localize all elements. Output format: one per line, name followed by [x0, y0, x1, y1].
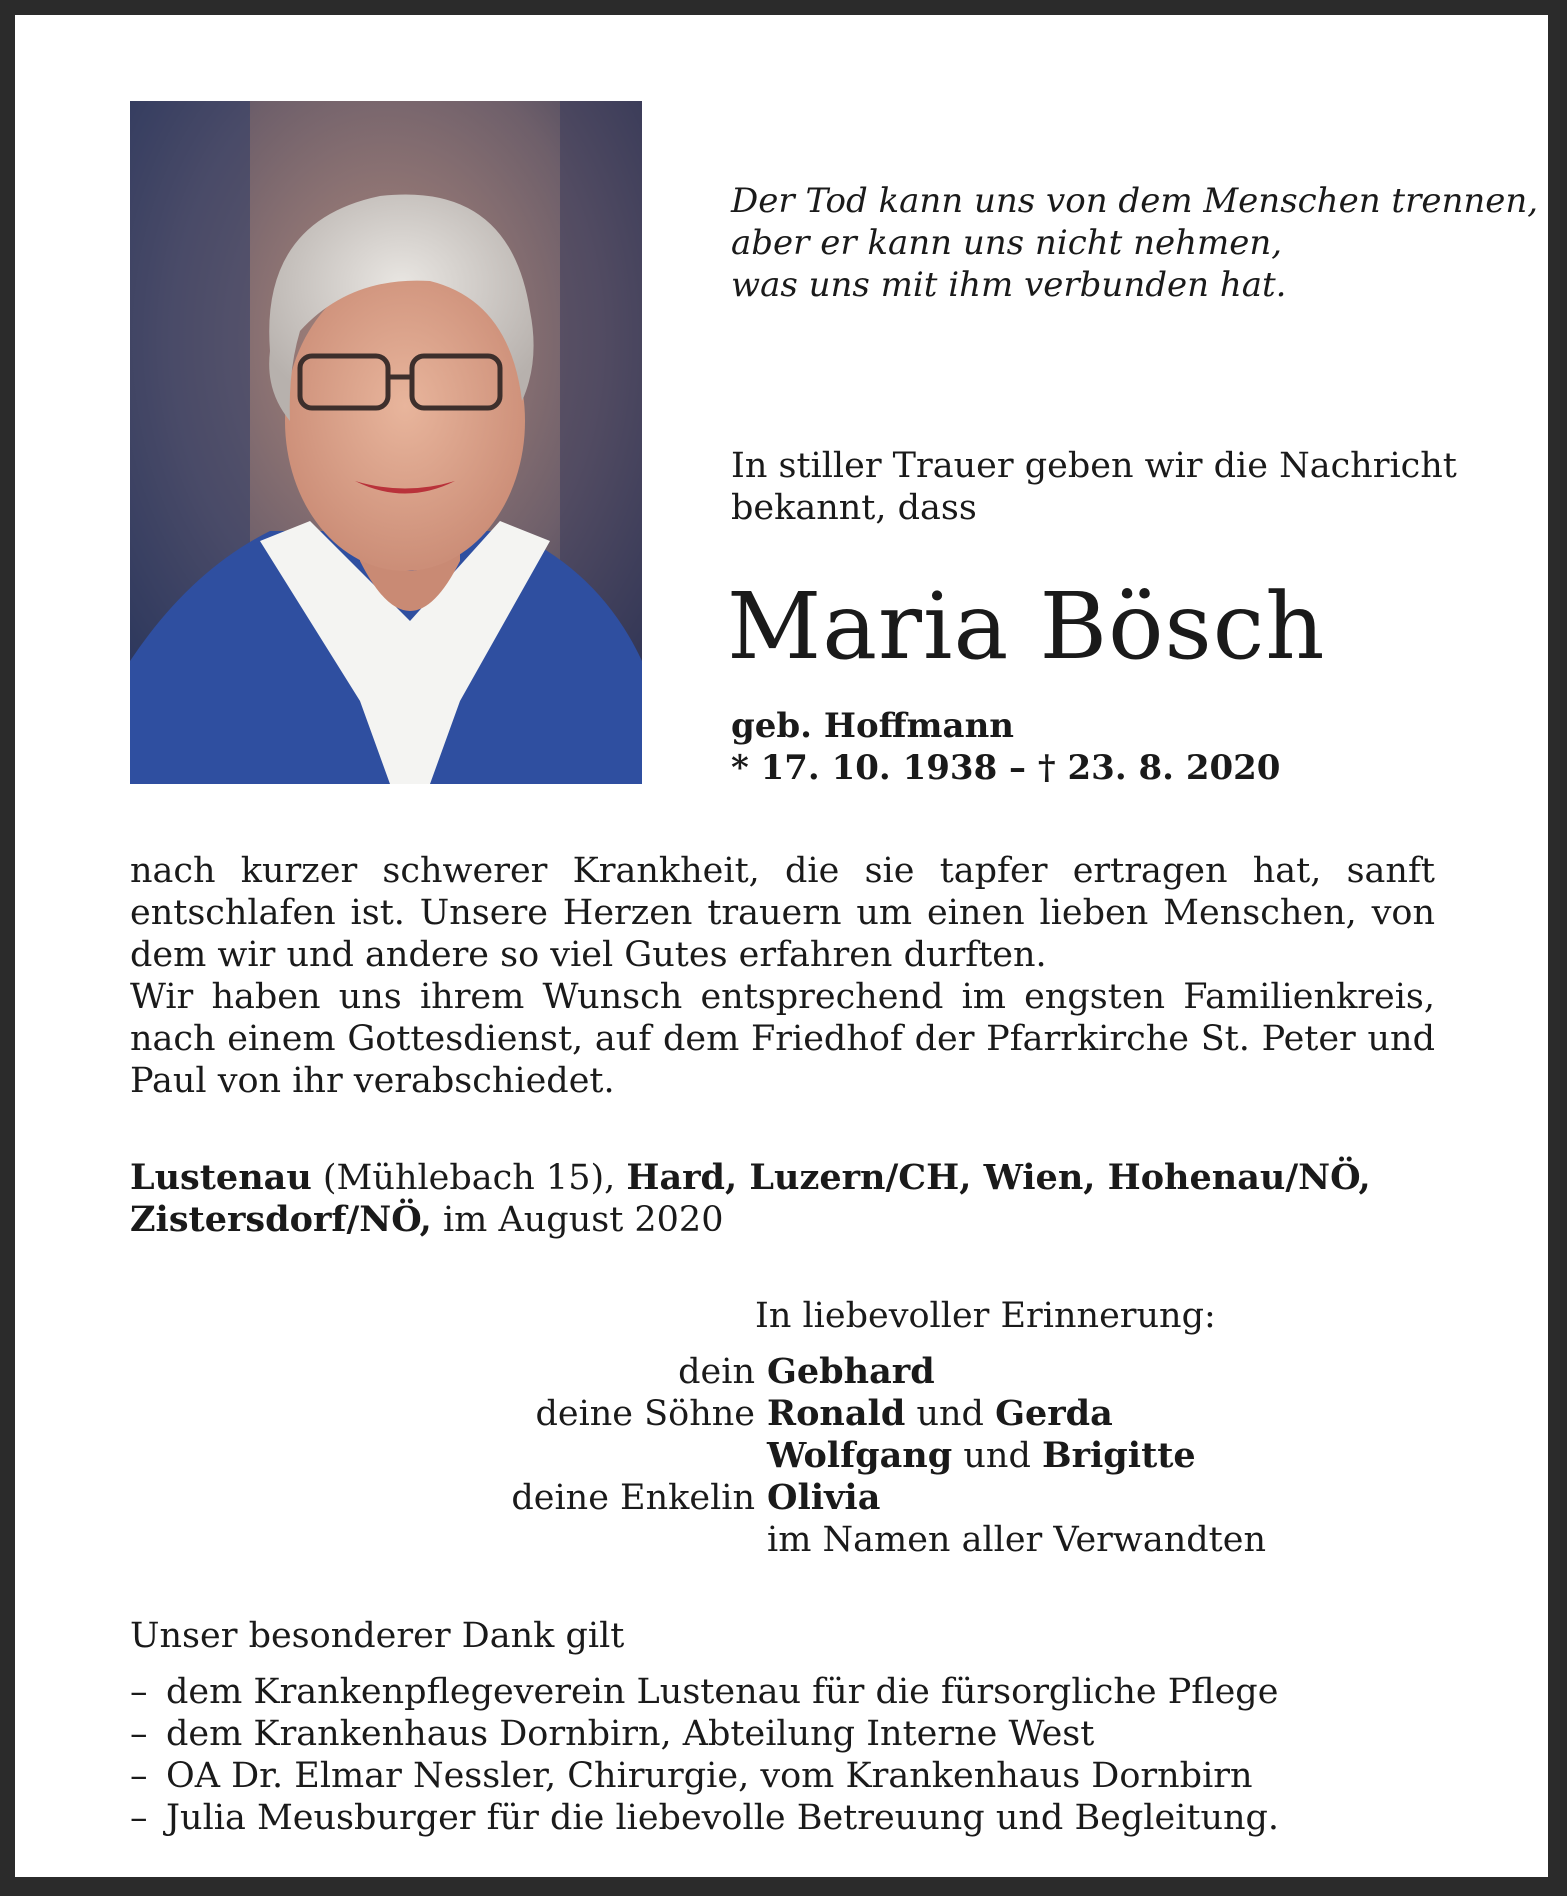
dash-bullet: – [130, 1798, 148, 1838]
family-names [767, 1435, 1196, 1477]
family-row [395, 1477, 1266, 1519]
announcement-intro [731, 445, 1511, 529]
place-names: Hard, Luzern/CH, Wien, Hohenau/NÖ, [626, 1157, 1371, 1198]
thanks-item [130, 1755, 1279, 1797]
place-name: Zistersdorf/NÖ, [130, 1199, 432, 1240]
body-paragraph: Wir haben uns ihrem Wunsch entsprechend im engsten Familienkreis, nach einem Gottesdienst, auf dem Friedhof der Pfarrkirche St. Peter und Paul von ihr verabschiedet. [130, 977, 1435, 1101]
family-name: Gebhard [767, 1351, 935, 1392]
joiner: und [952, 1436, 1042, 1476]
intro-line: bekannt, dass [731, 488, 977, 528]
relation-label [395, 1435, 767, 1477]
memory-title: In liebevoller Erinnerung: [755, 1296, 1216, 1336]
relation-label: deine Söhne [535, 1394, 755, 1434]
obituary-card [15, 15, 1548, 1877]
family-name: Ronald [767, 1393, 906, 1434]
thanks-item [130, 1797, 1279, 1839]
portrait-photo [130, 101, 642, 784]
epitaph-quote [731, 180, 1539, 306]
family-name: Wolfgang [767, 1435, 953, 1476]
family-name: Brigitte [1041, 1435, 1196, 1476]
body-paragraph: nach kurzer schwerer Krankheit, die sie tapfer ertragen hat, sanft entschlafen ist. Unsere Herzen trauern um einen lieben Menschen, von dem wir und andere so viel Gutes erfahren durften. [130, 851, 1435, 975]
thanks-item [130, 1713, 1279, 1755]
thanks-item [130, 1671, 1279, 1713]
thanks-text: dem Krankenhaus Dornbirn, Abteilung Interne West [166, 1714, 1095, 1754]
deceased-name: Maria Bösch [727, 573, 1326, 680]
family-list [395, 1351, 1266, 1561]
joiner: und [905, 1394, 996, 1434]
relation-label [395, 1519, 767, 1561]
thanks-list [130, 1671, 1279, 1839]
family-names [767, 1477, 880, 1519]
family-row [395, 1393, 1266, 1435]
dash-bullet: – [130, 1714, 148, 1754]
places-line [130, 1157, 1470, 1241]
family-names [767, 1351, 935, 1393]
announcement-body [130, 850, 1435, 1102]
life-dates: * 17. 10. 1938 – † 23. 8. 2020 [731, 748, 1281, 788]
thanks-title: Unser besonderer Dank gilt [130, 1616, 625, 1656]
place-name: Lustenau [130, 1157, 312, 1198]
thanks-text: OA Dr. Elmar Nessler, Chirurgie, vom Krankenhaus Dornbirn [166, 1756, 1253, 1796]
thanks-text: dem Krankenpflegeverein Lustenau für die fürsorgliche Pflege [166, 1672, 1279, 1712]
dash-bullet: – [130, 1672, 148, 1712]
intro-line: In stiller Trauer geben wir die Nachricht [731, 446, 1457, 486]
relation-label: dein [678, 1352, 755, 1392]
relation-label: deine Enkelin [511, 1478, 755, 1518]
quote-line: Der Tod kann uns von dem Menschen trennen, [731, 181, 1539, 221]
family-name: Olivia [767, 1477, 881, 1518]
dash-bullet: – [130, 1756, 148, 1796]
closing-line: im Namen aller Verwandten [767, 1520, 1266, 1560]
family-row [395, 1351, 1266, 1393]
family-row [395, 1519, 1266, 1561]
birth-name: geb. Hoffmann [731, 706, 1015, 746]
family-row [395, 1435, 1266, 1477]
birth-details [731, 705, 1280, 789]
quote-line: aber er kann uns nicht nehmen, [731, 223, 1283, 263]
thanks-text: Julia Meusburger für die liebevolle Betreuung und Begleitung. [166, 1798, 1280, 1838]
date-text: im August 2020 [431, 1200, 724, 1240]
portrait-illustration [130, 101, 642, 784]
address: (Mühlebach 15), [311, 1158, 627, 1198]
family-names [767, 1393, 1113, 1435]
family-name: Gerda [995, 1393, 1113, 1434]
quote-line: was uns mit ihm verbunden hat. [731, 265, 1287, 305]
